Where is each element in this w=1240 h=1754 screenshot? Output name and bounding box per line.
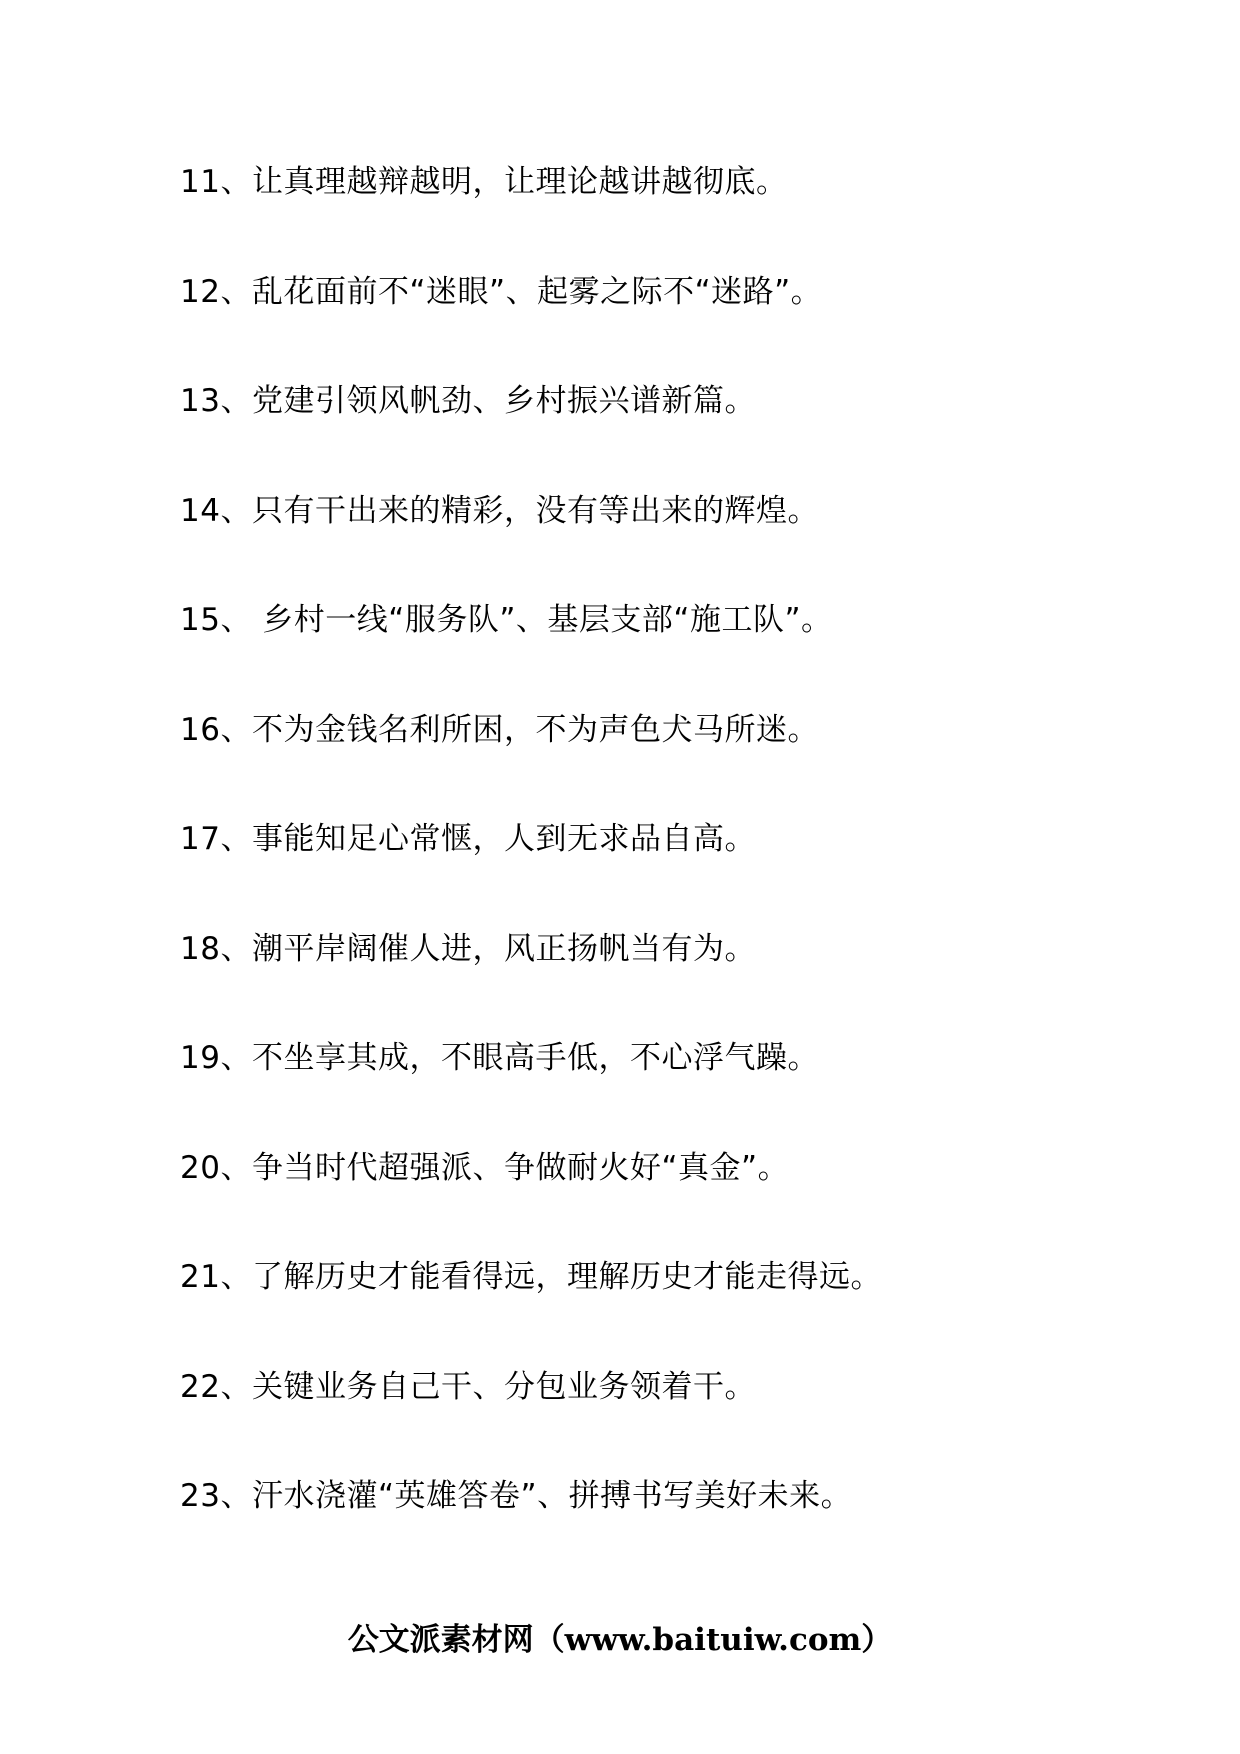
slogan-line: 14、只有干出来的精彩，没有等出来的辉煌。 (180, 492, 819, 529)
slogan-line: 21、了解历史才能看得远，理解历史才能走得远。 (180, 1259, 882, 1295)
footer-source: 公文派素材网（www.baituiw.com） (347, 1622, 893, 1658)
slogan-line: 15、 乡村一线“服务队”、基层支部“施工队”。 (180, 602, 833, 638)
slogan-line: 23、汗水浇灌“英雄答卷”、拼搏书写美好未来。 (180, 1478, 853, 1514)
slogan-line: 16、不为金钱名利所困，不为声色犬马所迷。 (180, 711, 819, 748)
slogan-line: 18、潮平岸阔催人进，风正扬帆当有为。 (180, 930, 756, 967)
slogan-list (180, 152, 1180, 1576)
slogan-line: 22、关键业务自己干、分包业务领着干。 (180, 1368, 756, 1405)
slogan-line: 19、不坐享其成，不眼高手低，不心浮气躁。 (180, 1040, 819, 1076)
slogan-line: 12、乱花面前不“迷眼”、起雾之际不“迷路”。 (180, 273, 823, 310)
slogan-line: 20、争当时代超强派、争做耐火好“真金”。 (180, 1149, 790, 1186)
slogan-line: 17、事能知足心常惬，人到无求品自高。 (180, 821, 756, 857)
slogan-line: 11、让真理越辩越明，让理论越讲越彻底。 (180, 164, 788, 200)
slogan-line: 13、党建引领风帆劲、乡村振兴谱新篇。 (180, 383, 756, 419)
